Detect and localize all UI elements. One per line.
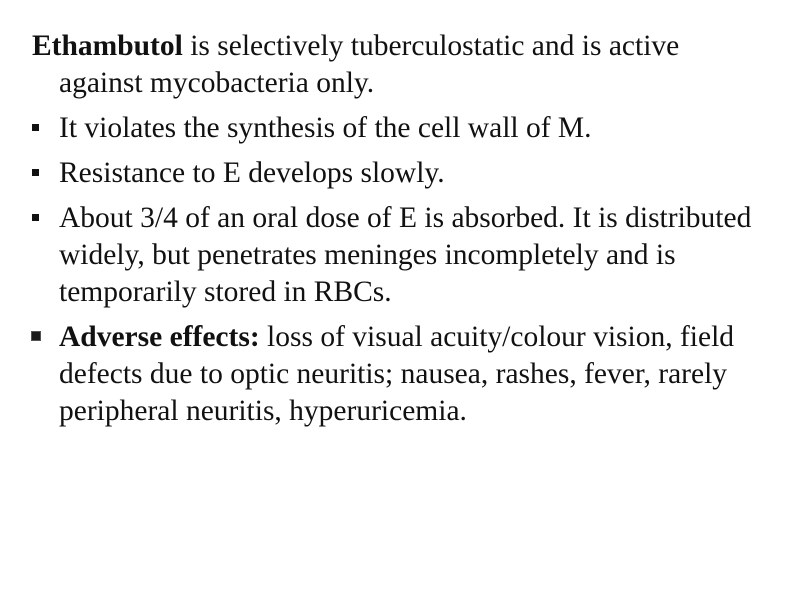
list-item-text: loss of visual acuity/colour vision, field defects due to optic neuritis; nausea, rashes, fever, rarely peripheral neuritis, hyperuricemia. — [59, 321, 735, 427]
square-bullet-icon — [32, 332, 40, 340]
adverse-effects-label: Adverse effects: — [59, 321, 260, 353]
list-item-text: About 3/4 of an oral dose of E is absorbed. It is distributed widely, but penetrates meninges incompletely and is temporarily stored in RBCs. — [59, 202, 752, 308]
list-item — [32, 319, 762, 430]
square-bullet-icon — [32, 214, 39, 221]
intro-paragraph — [32, 28, 762, 102]
list-item — [32, 155, 762, 192]
list-item-text: Resistance to E develops slowly. — [59, 157, 445, 189]
square-bullet-icon — [32, 124, 39, 131]
list-item — [32, 110, 762, 147]
square-bullet-icon — [32, 169, 39, 176]
list-item — [32, 200, 762, 311]
list-item-text: It violates the synthesis of the cell wall of M. — [59, 112, 592, 144]
drug-name: Ethambutol — [32, 30, 183, 62]
intro-text: is selectively tuberculostatic and is active against mycobacteria only. — [59, 30, 680, 99]
bullet-list — [32, 28, 762, 438]
